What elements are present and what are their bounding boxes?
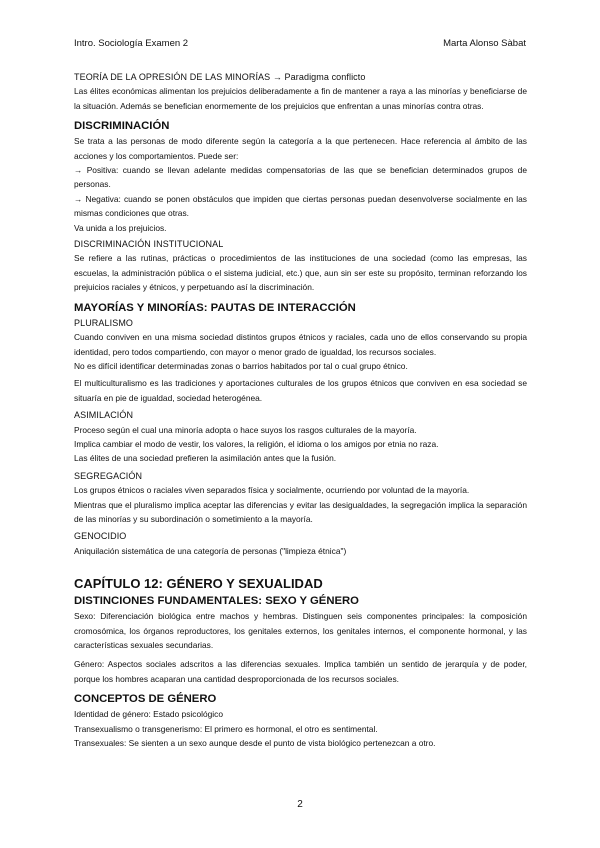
paragraph: Las élites económicas alimentan los prejuicios deliberadamente a fin de mantener a raya a las minorías y beneficiarse de la situación. Además se benefician enormemente de los prejuicios que enfrentan a unas minorías contra otras. [74, 86, 527, 111]
section-heading-conceptos: CONCEPTOS DE GÉNERO [74, 693, 217, 706]
page-number: 2 [297, 799, 303, 810]
paragraph: Transexuales: Se sienten a un sexo aunque desde el punto de vista biológico pertenezcan a otro. [74, 738, 436, 749]
paragraph: No es difícil identificar determinadas zonas o barrios habitados por tal o cual grupo étnico. [74, 360, 408, 371]
subsection-label: GENOCIDIO [74, 531, 127, 542]
section-heading-mayorias: MAYORÍAS Y MINORÍAS: PAUTAS DE INTERACCIÓN [74, 301, 356, 314]
paragraph: Mientras que el pluralismo implica aceptar las diferencias y evitar las desigualdades, la segregación implica la separación de las minorías y su subordinación o sometimiento a la mayoría. [74, 499, 527, 524]
paragraph: Se refiere a las rutinas, prácticas o procedimientos de las instituciones de una sociedad (como las empresas, las escuelas, la administración pública o el sistema judicial, etc.) que, aun sin ser este su propósito, terminan reforzando los prejuicios raciales y étnicos, y perpetuando así la discriminación. [74, 253, 527, 293]
paragraph: Género: Aspectos sociales adscritos a las diferencias sexuales. Implica también un sentido de jerarquía y de poder, porque los hombres acaparan una cantidad desproporcionada de los recursos sociales. [74, 659, 527, 684]
paragraph: Se trata a las personas de modo diferente según la categoría a la que pertenecen. Hace referencia al ámbito de las acciones y los comportamientos. Puede ser: [74, 136, 527, 161]
paragraph: Sexo: Diferenciación biológica entre machos y hembras. Distinguen seis componentes principales: la composición cromosómica, los órganos reproductores, los genitales externos, los genitales internos, el componente hormonal, y las características sexuales secundarias. [74, 611, 527, 650]
paragraph: Aniquilación sistemática de una categoría de personas ("limpieza étnica") [74, 545, 347, 556]
paragraph: Proceso según el cual una minoría adopta o hace suyos los rasgos culturales de la mayoría. [74, 424, 417, 435]
subsection-label: ASIMILACIÓN [74, 410, 134, 421]
paragraph: → Negativa: cuando se ponen obstáculos que impiden que ciertas personas puedan desenvolverse socialmente en las mismas condiciones que otras. [74, 193, 527, 219]
section-title-opresion: TEORÍA DE LA OPRESIÓN DE LAS MINORÍAS → Paradigma conflicto [74, 72, 366, 82]
page-content [74, 70, 527, 750]
section-heading-discriminacion: DISCRIMINACIÓN [74, 120, 170, 133]
header-author: Marta Alonso Sàbat [443, 38, 526, 49]
header-course: Intro. Sociología Examen 2 [74, 38, 189, 49]
section-heading-distinciones: DISTINCIONES FUNDAMENTALES: SEXO Y GÉNERO [74, 595, 359, 608]
chapter-heading: CAPÍTULO 12: GÉNERO Y SEXUALIDAD [74, 576, 323, 592]
paragraph: El multiculturalismo es las tradiciones y aportaciones culturales de los grupos étnicos que conviven en esa sociedad se situaría en pie de igualdad, sociedad heterogénea. [74, 378, 527, 403]
paragraph: → Positiva: cuando se llevan adelante medidas compensatorias de las que se benefician determinados grupos de personas. [74, 165, 527, 190]
paragraph: Transexualismo o transgenerismo: El primero es hormonal, el otro es sentimental. [74, 723, 378, 734]
paragraph: Va unida a los prejuicios. [74, 222, 167, 233]
paragraph: Las élites de una sociedad prefieren la asimilación antes que la fusión. [74, 453, 337, 464]
paragraph: Implica cambiar el modo de vestir, los valores, la religión, el idioma o los amigos por etnia no raza. [74, 438, 439, 449]
subsection-label: DISCRIMINACIÓN INSTITUCIONAL [74, 239, 224, 250]
subsection-label: PLURALISMO [74, 317, 134, 328]
paragraph: Identidad de género: Estado psicológico [74, 709, 223, 720]
paragraph: Los grupos étnicos o raciales viven separados física y socialmente, ocurriendo por voluntad de la mayoría. [74, 485, 470, 496]
paragraph: Cuando conviven en una misma sociedad distintos grupos étnicos y raciales, cada uno de ellos conservando su propia identidad, pero todos compartiendo, con mayor o menor grado de igualdad, los recursos sociales. [74, 332, 527, 357]
subsection-label: SEGREGACIÓN [74, 470, 143, 481]
